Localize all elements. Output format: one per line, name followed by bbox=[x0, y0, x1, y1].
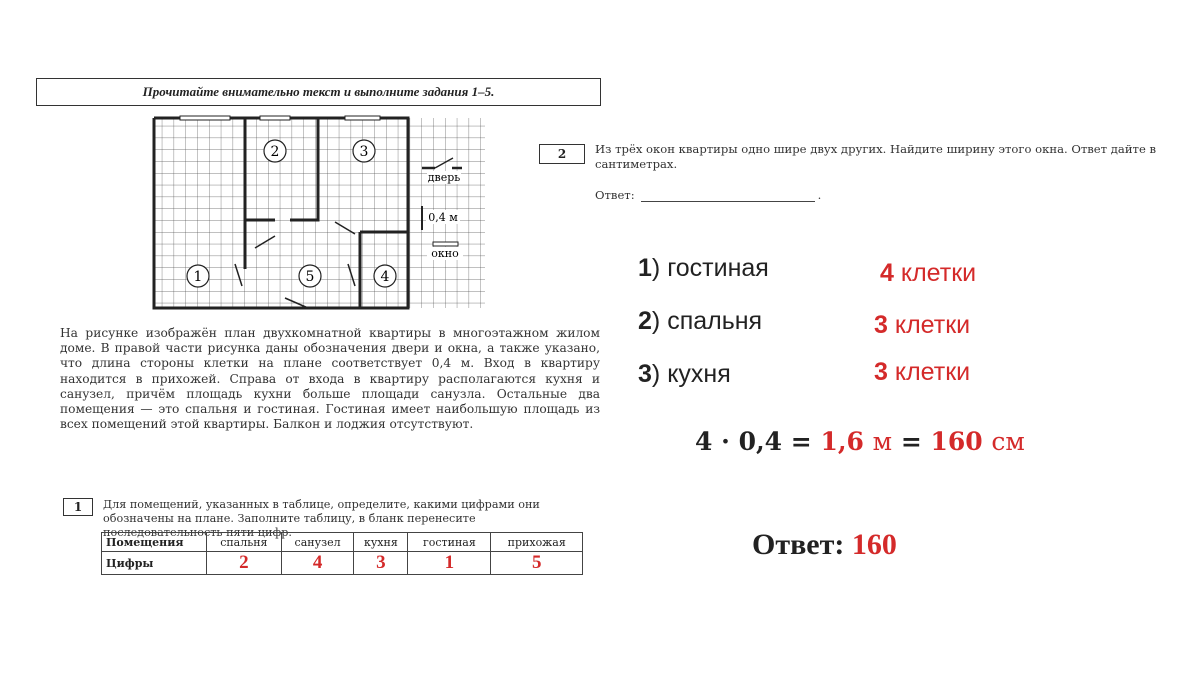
calc-a: 4 bbox=[695, 427, 713, 456]
apartment-floor-plan bbox=[150, 114, 490, 314]
solution-paren: ) bbox=[651, 254, 661, 282]
instruction-header bbox=[36, 78, 601, 106]
solution-row-3 bbox=[638, 360, 731, 389]
task2-answer-blank[interactable] bbox=[641, 189, 815, 202]
calc-eq2: = bbox=[900, 427, 922, 456]
solution-count: 4 bbox=[880, 259, 894, 287]
table-cell-room: прихожая bbox=[491, 533, 583, 552]
table-row-digits bbox=[102, 552, 583, 575]
calc-cm: см bbox=[991, 427, 1025, 456]
table-cell-room: гостиная bbox=[408, 533, 491, 552]
calc-m: м bbox=[872, 427, 893, 456]
calc-d: 160 bbox=[930, 427, 983, 456]
solution-unit: клетки bbox=[894, 358, 971, 386]
task2-number-box bbox=[539, 144, 585, 164]
calc-dot: · bbox=[721, 427, 730, 456]
calc-b: 0,4 bbox=[738, 427, 783, 456]
task2-number: 2 bbox=[557, 147, 567, 161]
calc-c: 1,6 bbox=[820, 427, 864, 456]
table-row-rooms bbox=[102, 533, 583, 552]
final-answer-label: Ответ: bbox=[752, 528, 845, 561]
plan-description: На рисунке изображён план двухкомнатной квартиры в многоэтажном жилом доме. В правой части рисунка даны обозначения двери и окна, а также указано, что длина стороны клетки на плане соответствует 0,4 м. Вход в квартиру находится в прихожей. Справа от входа в квартиру располагаются кухня и санузел, причём площадь кухни больше площади санузла. Остальные два помещения — это спальня и гостиная. Гостиная имеет наибольшую площадь из всех помещений этой квартиры. Балкон и лоджия отсутствуют. bbox=[60, 326, 600, 432]
room-label-5: 5 bbox=[305, 269, 315, 285]
table-header-digits: Цифры bbox=[102, 552, 207, 575]
calc-eq: = bbox=[790, 427, 812, 456]
rooms-table bbox=[101, 532, 583, 575]
table-cell-digit[interactable]: 5 bbox=[491, 552, 583, 575]
calculation bbox=[695, 427, 1025, 456]
table-cell-digit[interactable]: 3 bbox=[354, 552, 408, 575]
solution-count: 3 bbox=[874, 358, 888, 386]
solution-row-1 bbox=[638, 254, 769, 283]
solution-num: 3 bbox=[638, 360, 652, 388]
solution-room: спальня bbox=[667, 307, 763, 335]
room-label-4: 4 bbox=[380, 269, 390, 285]
task2-answer-end: . bbox=[817, 188, 822, 202]
table-cell-digit[interactable]: 2 bbox=[207, 552, 282, 575]
room-label-1: 1 bbox=[193, 269, 203, 285]
instruction-text: Прочитайте внимательно текст и выполните задания 1–5. bbox=[142, 84, 495, 99]
solution-num: 1 bbox=[638, 254, 652, 282]
task2-text: Из трёх окон квартиры одно шире двух других. Найдите ширину этого окна. Ответ дайте в сантиметрах. bbox=[595, 142, 1157, 171]
solution-num: 2 bbox=[638, 307, 652, 335]
solution-cells-2 bbox=[874, 311, 970, 340]
solution-count: 3 bbox=[874, 311, 888, 339]
task2-answer-row bbox=[595, 188, 821, 202]
solution-paren: ) bbox=[651, 307, 661, 335]
table-header-rooms: Помещения bbox=[102, 533, 207, 552]
table-cell-room: кухня bbox=[354, 533, 408, 552]
task1-number: 1 bbox=[73, 500, 83, 514]
task2-answer-label: Ответ: bbox=[595, 188, 635, 202]
legend-scale-label: 0,4 м bbox=[428, 211, 458, 224]
solution-paren: ) bbox=[651, 360, 661, 388]
final-answer-value: 160 bbox=[851, 528, 897, 561]
table-cell-digit[interactable]: 4 bbox=[281, 552, 354, 575]
solution-cells-3 bbox=[874, 358, 970, 387]
table-cell-room: спальня bbox=[207, 533, 282, 552]
room-label-2: 2 bbox=[270, 144, 280, 160]
table-cell-digit[interactable]: 1 bbox=[408, 552, 491, 575]
solution-unit: клетки bbox=[900, 259, 977, 287]
table-cell-room: санузел bbox=[281, 533, 354, 552]
solution-unit: клетки bbox=[894, 311, 971, 339]
solution-room: кухня bbox=[667, 360, 731, 388]
task1-number-box bbox=[63, 498, 93, 516]
solution-room: гостиная bbox=[667, 254, 769, 282]
room-label-3: 3 bbox=[359, 144, 369, 160]
legend-window-label: окно bbox=[431, 247, 459, 260]
solution-row-2 bbox=[638, 307, 762, 336]
final-answer bbox=[752, 528, 897, 562]
solution-cells-1 bbox=[880, 259, 976, 288]
task1-text: Для помещений, указанных в таблице, определите, какими цифрами они обозначены на плане. Заполните таблицу, в бланк перенесите последовательность пяти цифр. bbox=[103, 498, 540, 539]
legend-door-label: дверь bbox=[427, 171, 461, 184]
